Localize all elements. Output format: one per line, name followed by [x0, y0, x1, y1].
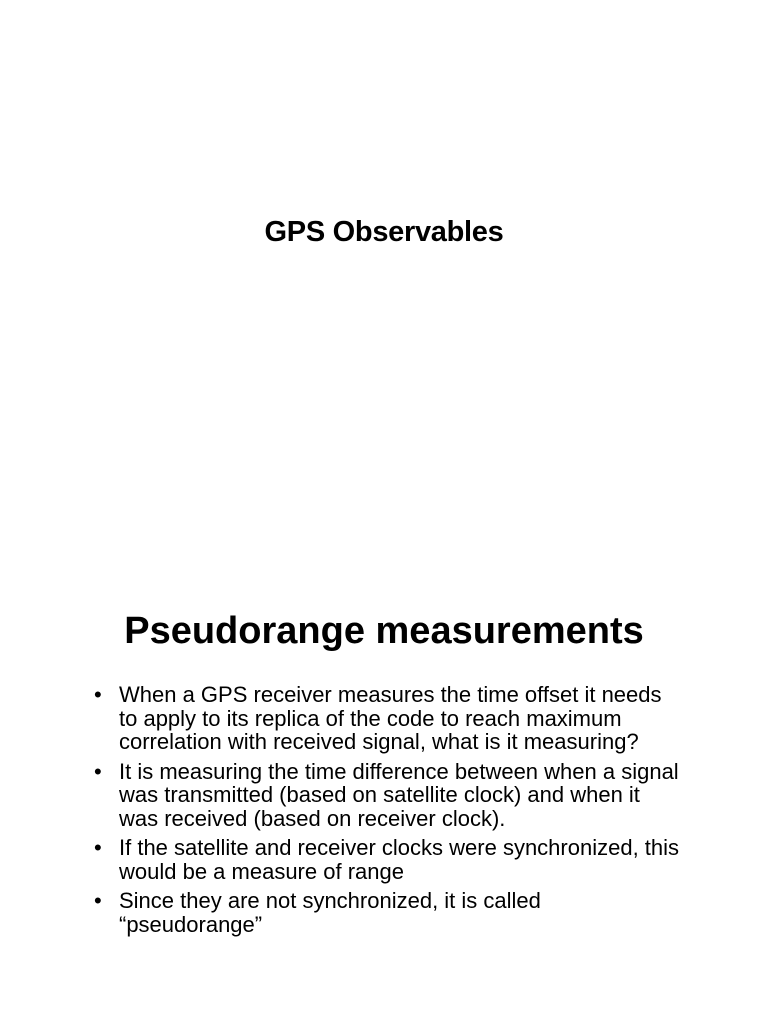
bullet-text: It is measuring the time difference between when a signal was transmitted (based on satellite clock) and when it was received (based on receiver clock). [119, 758, 679, 831]
bullet-marker: • [94, 758, 102, 784]
slide-title: Pseudorange measurements [124, 610, 644, 652]
slide-title: GPS Observables [264, 216, 504, 248]
bullet-item [92, 889, 682, 936]
bullet-item [92, 683, 682, 754]
bullet-marker: • [94, 888, 102, 913]
bullet-item [92, 836, 682, 883]
bullet-item [92, 760, 682, 831]
bullet-text: When a GPS receiver measures the time offset it needs to apply to its replica of the code to reach maximum correlation with received signal, what is it measuring? [119, 682, 662, 754]
bullet-list [92, 683, 682, 942]
slide-2 [0, 576, 768, 1024]
bullet-marker: • [94, 682, 102, 707]
bullet-text: Since they are not synchronized, it is called “pseudorange” [119, 888, 541, 937]
bullet-text: If the satellite and receiver clocks were synchronized, this would be a measure of range [119, 835, 680, 884]
bullet-marker: • [94, 835, 102, 860]
